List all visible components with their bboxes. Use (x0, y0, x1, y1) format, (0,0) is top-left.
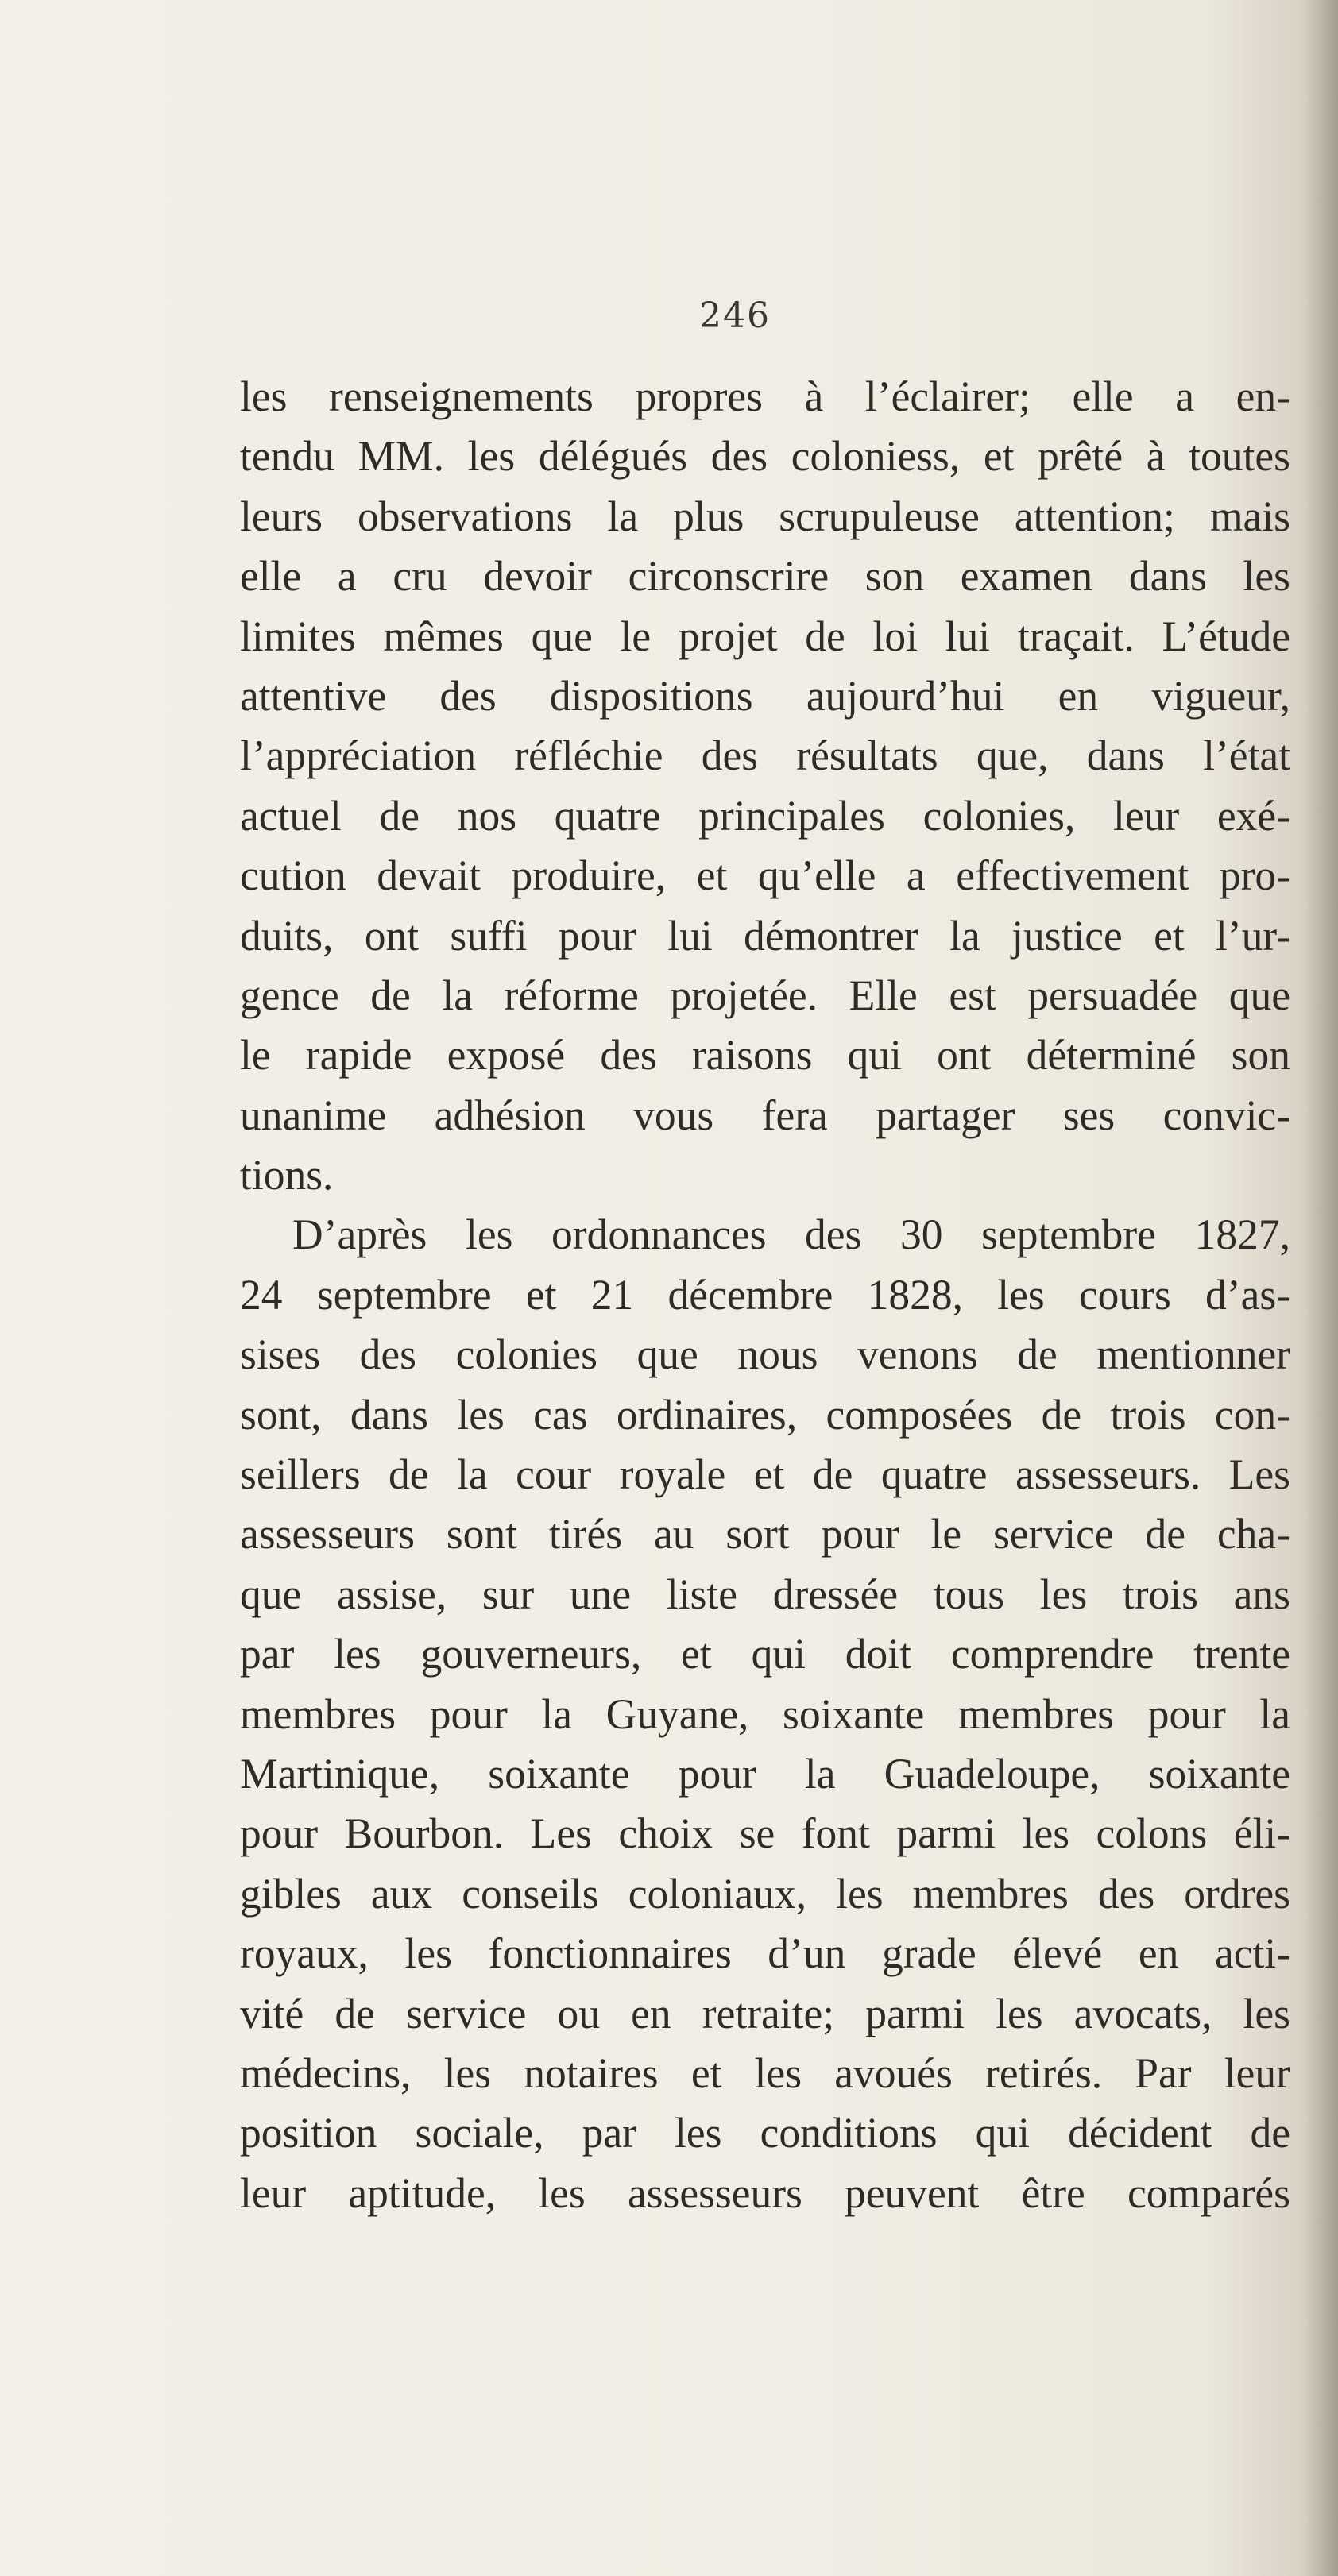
text-line: 24 septembre et 21 décembre 1828, les cours d’as- (240, 1270, 1290, 1319)
text-line: membres pour la Guyane, soixante membres pour la (240, 1690, 1290, 1738)
text-line: actuel de nos quatre principales colonies, leur exé- (240, 791, 1290, 840)
text-line: vité de service ou en retraite; parmi les avocats, les (240, 1989, 1290, 2037)
text-line: duits, ont suffi pour lui démontrer la justice et l’ur- (240, 911, 1290, 960)
text-line: seillers de la cour royale et de quatre assesseurs. Les (240, 1450, 1290, 1499)
text-line: royaux, les fonctionnaires d’un grade élevé en acti- (240, 1929, 1290, 1978)
text-line: l’appréciation réfléchie des résultats que, dans l’état (240, 732, 1290, 780)
text-line: unanime adhésion vous fera partager ses convic- (240, 1091, 1290, 1139)
text-line: elle a cru devoir circonscrire son examen dans les (240, 552, 1290, 601)
body-text (240, 367, 1290, 2223)
text-line: par les gouverneurs, et qui doit comprendre trente (240, 1630, 1290, 1678)
page-number: 246 (699, 295, 771, 336)
text-line: gence de la réforme projetée. Elle est persuadée que (240, 971, 1290, 1019)
text-line: assesseurs sont tirés au sort pour le service de cha- (240, 1510, 1290, 1558)
text-line: sises des colonies que nous venons de mentionner (240, 1330, 1290, 1379)
text-line: médecins, les notaires et les avoués retirés. Par leur (240, 2049, 1290, 2097)
text-line: limites mêmes que le projet de loi lui traçait. L’étude (240, 612, 1290, 660)
text-line: les renseignements propres à l’éclairer; elle a en- (240, 373, 1290, 420)
text-line: gibles aux conseils coloniaux, les membres des ordres (240, 1869, 1290, 1918)
page-edge-shadow (1306, 0, 1338, 2576)
text-line: position sociale, par les conditions qui décident de (240, 2109, 1290, 2157)
text-line: cution devait produire, et qu’elle a effectivement pro- (240, 852, 1290, 900)
text-line-paragraph-start: D’après les ordonnances des 30 septembre 1827, (292, 1211, 1290, 1259)
text-line: leurs observations la plus scrupuleuse attention; mais (240, 492, 1290, 540)
text-line: le rapide exposé des raisons qui ont déterminé son (240, 1031, 1290, 1079)
text-line: pour Bourbon. Les choix se font parmi les colons éli- (240, 1809, 1290, 1858)
text-line: Martinique, soixante pour la Guadeloupe, soixante (240, 1749, 1290, 1798)
text-line: attentive des dispositions aujourd’hui en vigueur, (240, 671, 1290, 720)
text-line: tions. (240, 1151, 334, 1199)
text-line: leur aptitude, les assesseurs peuvent être comparés (240, 2169, 1290, 2217)
text-line: sont, dans les cas ordinaires, composées de trois con- (240, 1390, 1290, 1439)
text-line: tendu MM. les délégués des coloniess, et prêté à toutes (240, 432, 1290, 481)
text-line: que assise, sur une liste dressée tous les trois ans (240, 1570, 1290, 1618)
